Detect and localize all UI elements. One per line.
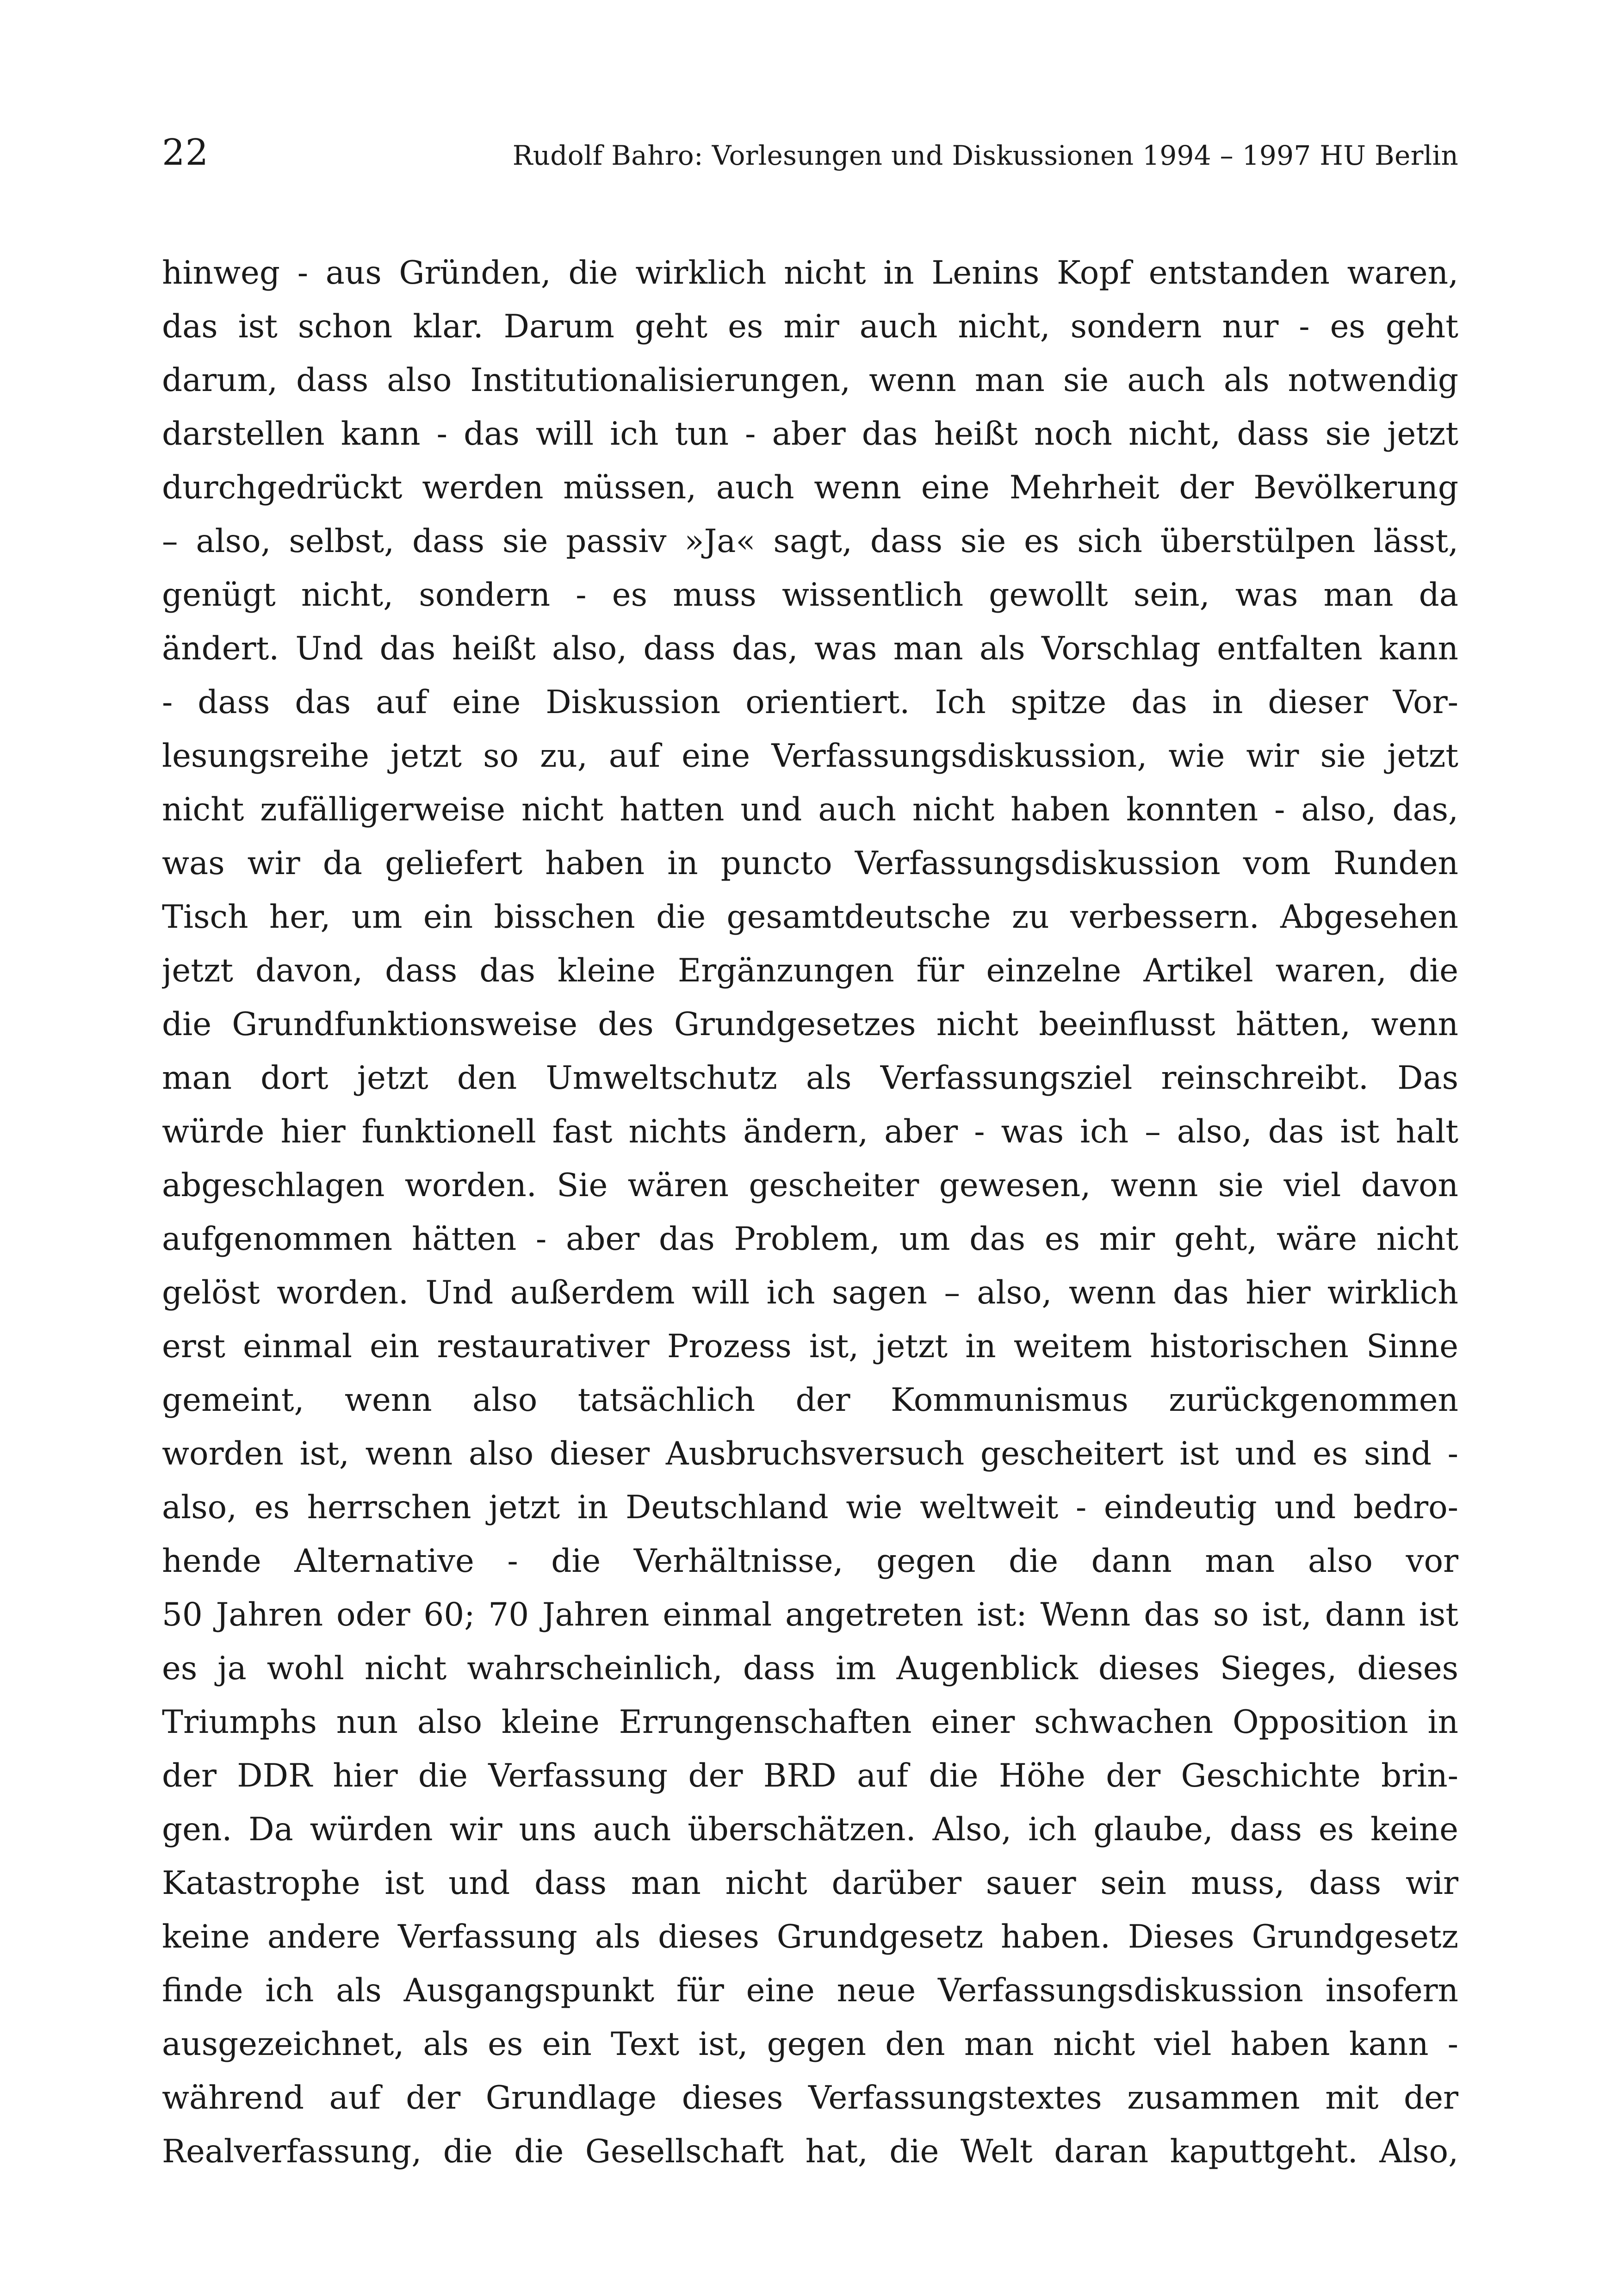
text-line: genügt nicht, sondern - es muss wissentlich gewollt sein, was man da	[162, 577, 1458, 614]
text-line: darstellen kann - das will ich tun - aber das heißt noch nicht, dass sie jetzt	[162, 416, 1458, 453]
text-line: abgeschlagen worden. Sie wären gescheiter gewesen, wenn sie viel davon	[162, 1167, 1458, 1204]
text-line: lesungsreihe jetzt so zu, auf eine Verfassungsdiskussion, wie wir sie jetzt	[162, 738, 1458, 775]
text-line: würde hier funktionell fast nichts ändern, aber - was ich – also, das ist halt	[162, 1113, 1458, 1150]
running-title: Rudolf Bahro: Vorlesungen und Diskussionen 1994 – 1997 HU Berlin	[512, 140, 1458, 171]
text-line: Katastrophe ist und dass man nicht darüber sauer sein muss, dass wir	[162, 1865, 1458, 1902]
text-line: während auf der Grundlage dieses Verfassungstextes zusammen mit der	[162, 2079, 1458, 2116]
page-number: 22	[162, 132, 209, 174]
running-header	[162, 132, 1458, 174]
text-line: aufgenommen hätten - aber das Problem, um das es mir geht, wäre nicht	[162, 1221, 1458, 1258]
text-line: hinweg - aus Gründen, die wirklich nicht in Lenins Kopf entstanden waren,	[162, 254, 1458, 292]
text-line: darum, dass also Institutionalisierungen, wenn man sie auch als notwendig	[162, 362, 1458, 399]
text-line: man dort jetzt den Umweltschutz als Verfassungsziel reinschreibt. Das	[162, 1060, 1458, 1097]
body-text	[162, 246, 1458, 2178]
text-line: Tisch her, um ein bisschen die gesamtdeutsche zu verbessern. Abgesehen	[162, 899, 1458, 936]
text-line: es ja wohl nicht wahrscheinlich, dass im Augenblick dieses Sieges, dieses	[162, 1650, 1458, 1687]
text-line: nicht zufälligerweise nicht hatten und auch nicht haben konnten - also, das,	[162, 791, 1458, 828]
text-line: was wir da geliefert haben in puncto Verfassungsdiskussion vom Runden	[162, 845, 1458, 882]
text-line: finde ich als Ausgangspunkt für eine neue Verfassungsdiskussion insofern	[162, 1972, 1458, 2009]
text-line: der DDR hier die Verfassung der BRD auf die Höhe der Geschichte brin-	[162, 1757, 1458, 1794]
text-line: also, es herrschen jetzt in Deutschland wie weltweit - eindeutig und bedro-	[162, 1489, 1458, 1526]
text-line: gemeint, wenn also tatsächlich der Kommunismus zurückgenommen	[162, 1382, 1458, 1419]
text-line: – also, selbst, dass sie passiv »Ja« sagt, dass sie es sich überstülpen lässt,	[162, 523, 1458, 560]
text-line: gen. Da würden wir uns auch überschätzen. Also, ich glaube, dass es keine	[162, 1811, 1458, 1848]
text-line: jetzt davon, dass das kleine Ergänzungen für einzelne Artikel waren, die	[162, 952, 1458, 989]
text-line: 50 Jahren oder 60; 70 Jahren einmal angetreten ist: Wenn das so ist, dann ist	[162, 1596, 1458, 1633]
text-line: ändert. Und das heißt also, dass das, was man als Vorschlag entfalten kann	[162, 630, 1458, 667]
text-line: durchgedrückt werden müssen, auch wenn eine Mehrheit der Bevölkerung	[162, 469, 1458, 506]
text-line: hende Alternative - die Verhältnisse, gegen die dann man also vor	[162, 1543, 1458, 1580]
text-line: die Grundfunktionsweise des Grundgesetzes nicht beeinflusst hätten, wenn	[162, 1006, 1458, 1043]
text-line: Realverfassung, die die Gesellschaft hat, die Welt daran kaputtgeht. Also,	[162, 2133, 1458, 2170]
text-line: gelöst worden. Und außerdem will ich sagen – also, wenn das hier wirklich	[162, 1274, 1458, 1311]
text-line: - dass das auf eine Diskussion orientiert. Ich spitze das in dieser Vor-	[162, 684, 1458, 721]
text-line: Triumphs nun also kleine Errungenschaften einer schwachen Opposition in	[162, 1704, 1458, 1741]
text-line: das ist schon klar. Darum geht es mir auch nicht, sondern nur - es geht	[162, 308, 1458, 345]
text-line: worden ist, wenn also dieser Ausbruchsversuch gescheitert ist und es sind -	[162, 1435, 1458, 1472]
text-line: ausgezeichnet, als es ein Text ist, gegen den man nicht viel haben kann -	[162, 2026, 1458, 2063]
text-line: erst einmal ein restaurativer Prozess ist, jetzt in weitem historischen Sinne	[162, 1328, 1458, 1365]
text-line: keine andere Verfassung als dieses Grundgesetz haben. Dieses Grundgesetz	[162, 1918, 1458, 1955]
